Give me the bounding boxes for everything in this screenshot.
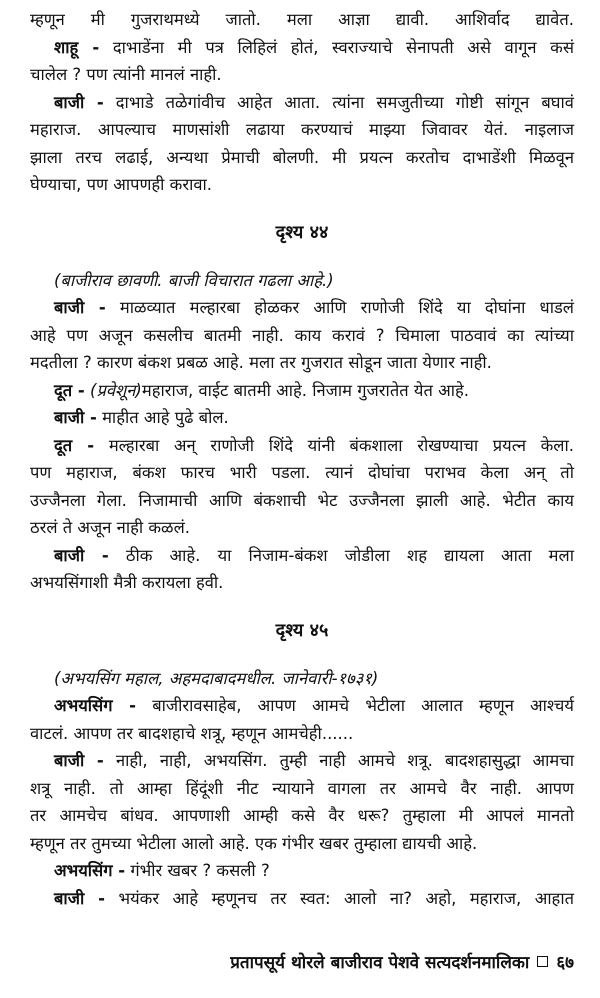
dialogue-line: बाजी - दाभाडे तळेगांवीच आहेत आता. त्यांना समजुतीच्या गोष्टी सांगून बघावं [54,92,574,112]
text-line: ठरलं ते अजून नाही कळलं. [30,518,191,537]
dialogue-line: अभयसिंग - बाजीरावसाहेब, आपण आमचे भेटीला आलात म्हणून आश्चर्य [54,696,574,715]
dialogue-line: शाहू - दाभाडेंना मी पत्र लिहिलं होतं, स्वराज्याचे सेनापती असे वागून कसं [54,37,574,57]
text-line: अभयसिंगाशी मैत्री करायला हवी. [30,573,224,592]
text-line: म्हणून मी गुजराथमध्ये जातो. मला आज्ञा द्यावी. आशिर्वाद द्यावेत. [30,10,574,29]
text-line: वाटलं. आपण तर बादशहाचे शत्रू, म्हणून आमचेही...... [30,723,354,743]
text-line: उज्जैनला गेला. निजामाची आणि बंकशाची भेट उज्जैनला झाली आहे. भेटीत काय [30,490,574,510]
text-line: मदतीला ? कारण बंकश प्रबळ आहे. मला तर गुजरात सोडून जाता येणार नाही. [30,353,492,372]
dialogue-line: बाजी - ठीक आहे. या निजाम-बंकश जोडीला शह द्यायला आता मला [54,545,575,565]
stage-direction: (बाजीराव छावणी. बाजी विचारात गढला आहे.) [54,270,334,290]
text-line: तर आमचेच बांधव. आपणाशी आम्ही कसे वैर धरू? तुम्हाला मी आपलं मानतो [30,806,574,825]
speaker-name: बाजी - [54,92,104,112]
speaker-name: बाजी - [54,298,106,317]
stage-direction: (अभयसिंग महाल, अहमदाबादमधील. जानेवारी-१७३१) [54,668,379,688]
dialogue-line: बाजी - भयंकर आहे म्हणूनच तर स्वत: आलो ना? अहो, महाराज, आहात [54,888,574,908]
speaker-name: बाजी - [54,751,104,770]
speaker-name: बाजी - [54,888,106,908]
dialogue-line: बाजी - माहीत आहे पुढे बोल. [54,408,229,427]
dialogue-line: बाजी - माळव्यात मल्हारबा होळकर आणि राणोजी शिंदे या दोघांना धाडलं [54,298,574,317]
text-line: पण महाराज, बंकश फारच भारी पडला. त्यानं दोघांचा पराभव केला अन् तो [30,463,574,482]
dialogue-line: बाजी - नाही, नाही, अभयसिंग. तुम्ही नाही आमचे शत्रू. बादशहासुद्धा आमचा [54,751,575,770]
text-line: शत्रू नाही. तो आम्हा हिंदूंशी नीट न्यायाने वागला तर आमचे वैर नाही. आपण [30,778,574,798]
stage-direction: (प्रवेशून) [90,380,142,400]
speaker-name: बाजी - [54,408,97,427]
text-line: झाला तरच लढाई, अन्यथा प्रेमाची बोलणी. मी प्रयत्न करतोच दाभाडेंशी मिळवून [30,147,574,167]
speaker-name: शाहू - [54,37,100,57]
dialogue-line: दूत - (प्रवेशून)महाराज, वाईट बातमी आहे. निजाम गुजरातेत येत आहे. [54,380,469,400]
speaker-name: अभयसिंग - [54,696,137,715]
text-line: चालेल ? पण त्यांनी मानलं नाही. [30,65,222,84]
page-number: ६७ [556,953,574,973]
text-line: आहे पण अजून कसलीच बातमी नाही. काय करावं ? चिमाला पाठवावं का त्यांच्या [30,325,574,345]
text-line: महाराज. आपल्याच माणसांशी लढाया करण्याचं माझ्या जिवावर येतं. नाइलाज [30,120,574,139]
square-box-icon [537,956,548,967]
speaker-name: दूत - [54,435,95,455]
dialogue-line: अभयसिंग - गंभीर खबर ? कसली ? [54,861,270,880]
scene-heading: दृश्य ४५ [275,619,329,641]
speaker-name: बाजी - [54,545,109,565]
text-line: घेण्याचा, पण आपणही करावा. [30,175,213,194]
speaker-name: अभयसिंग - [54,861,126,880]
dialogue-line: दूत - मल्हारबा अन् राणोजी शिंदे यांनी बंकशाला रोखण्याचा प्रयत्न केला. [54,435,574,455]
scene-heading: दृश्य ४४ [275,221,329,243]
text-line: म्हणून तर तुमच्या भेटीला आलो आहे. एक गंभीर खबर तुम्हाला द्यायची आहे. [30,833,478,853]
speaker-name: दूत - [54,380,85,400]
page-footer [30,950,574,973]
series-title: प्रतापसूर्य थोरले बाजीराव पेशवे सत्यदर्शनमालिका [230,953,530,973]
